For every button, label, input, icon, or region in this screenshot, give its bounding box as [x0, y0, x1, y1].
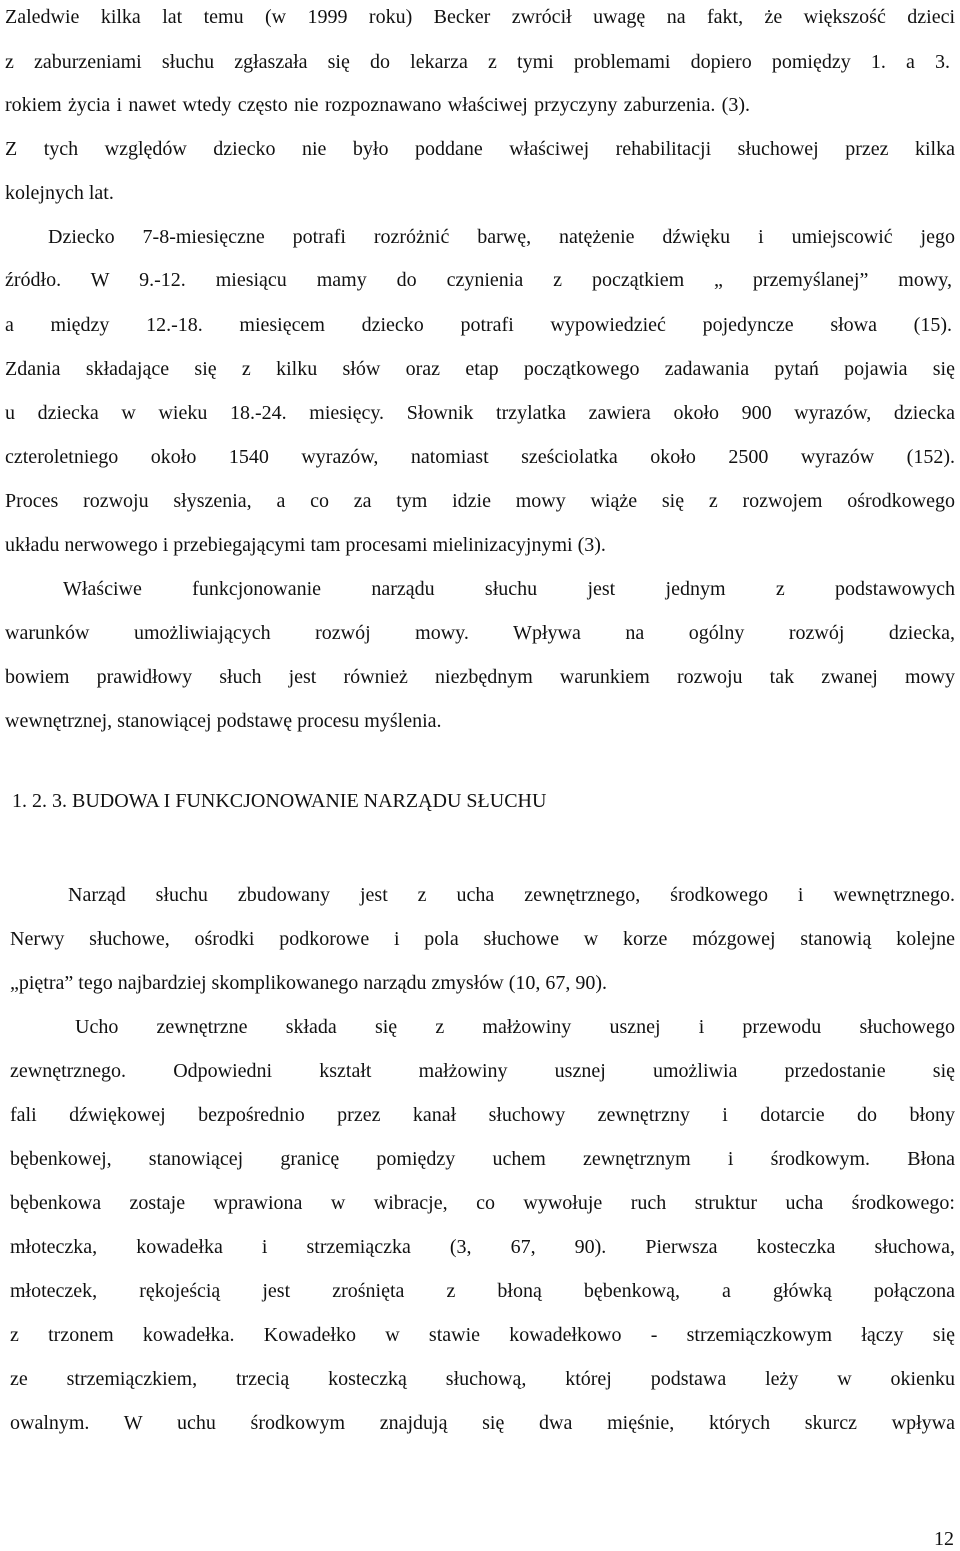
text-line: wewnętrznej, stanowiącej podstawę procesu myślenia.: [5, 710, 442, 732]
text-line: ze strzemiączkiem, trzecią kosteczką słuchową, której podstawa leży w okienku: [10, 1368, 955, 1390]
text-line: młoteczka, kowadełka i strzemiączka (3, 67, 90). Pierwsza kosteczka słuchowa,: [10, 1236, 955, 1258]
text-line: rokiem życia i nawet wtedy często nie rozpoznawano właściwej przyczyny zaburzenia. (3).: [5, 94, 750, 116]
text-line: a między 12.-18. miesięcem dziecko potrafi wypowiedzieć pojedyncze słowa (15).: [5, 314, 952, 336]
text-line: warunków umożliwiających rozwój mowy. Wpływa na ogólny rozwój dziecka,: [5, 622, 955, 644]
text-line: kolejnych lat.: [5, 182, 114, 204]
text-line: Nerwy słuchowe, ośrodki podkorowe i pola słuchowe w korze mózgowej stanowią kolejne: [10, 928, 955, 950]
text-line: „piętra” tego najbardziej skomplikowanego narządu zmysłów (10, 67, 90).: [10, 972, 608, 994]
text-line: Zdania składające się z kilku słów oraz etap początkowego zadawania pytań pojawia się: [5, 358, 955, 380]
text-line: fali dźwiękowej bezpośrednio przez kanał słuchowy zewnętrzny i dotarcie do błony: [10, 1104, 955, 1126]
text-line: u dziecka w wieku 18.-24. miesięcy. Słownik trzylatka zawiera około 900 wyrazów, dziecka: [5, 402, 955, 424]
text-line: młoteczek, rękojeścią jest zrośnięta z błoną bębenkową, a główką połączona: [10, 1280, 955, 1302]
text-line: czteroletniego około 1540 wyrazów, natomiast sześciolatka około 2500 wyrazów (152).: [5, 446, 955, 468]
text-line: z zaburzeniami słuchu zgłaszała się do lekarza z tymi problemami dopiero pomiędzy 1. a 3.: [5, 51, 950, 73]
text-line: Ucho zewnętrzne składa się z małżowiny usznej i przewodu słuchowego: [75, 1016, 955, 1038]
text-line: bowiem prawidłowy słuch jest również niezbędnym warunkiem rozwoju tak zwanej mowy: [5, 666, 955, 688]
text-line: z trzonem kowadełka. Kowadełko w stawie kowadełkowo - strzemiączkowym łączy się: [10, 1324, 955, 1346]
section-heading: 1. 2. 3. BUDOWA I FUNKCJONOWANIE NARZĄDU SŁUCHU: [12, 790, 547, 812]
text-line: Z tych względów dziecko nie było poddane właściwej rehabilitacji słuchowej przez kilka: [5, 138, 955, 160]
text-line: Narząd słuchu zbudowany jest z ucha zewnętrznego, środkowego i wewnętrznego.: [68, 884, 955, 906]
text-line: Właściwe funkcjonowanie narządu słuchu jest jednym z podstawowych: [63, 578, 955, 600]
text-line: Zaledwie kilka lat temu (w 1999 roku) Becker zwrócił uwagę na fakt, że większość dzieci: [5, 6, 955, 28]
text-line: Proces rozwoju słyszenia, a co za tym idzie mowy wiąże się z rozwojem ośrodkowego: [5, 490, 955, 512]
text-line: zewnętrznego. Odpowiedni kształt małżowiny usznej umożliwia przedostanie się: [10, 1060, 955, 1082]
text-line: źródło. W 9.-12. miesiącu mamy do czynienia z początkiem „ przemyślanej” mowy,: [5, 269, 952, 291]
text-line: układu nerwowego i przebiegającymi tam procesami mielinizacyjnymi (3).: [5, 534, 606, 556]
text-line: bębenkowej, stanowiącej granicę pomiędzy uchem zewnętrznym i środkowym. Błona: [10, 1148, 955, 1170]
text-line: owalnym. W uchu środkowym znajdują się dwa mięśnie, których skurcz wpływa: [10, 1412, 955, 1434]
text-line: bębenkowa zostaje wprawiona w wibracje, co wywołuje ruch struktur ucha środkowego:: [10, 1192, 955, 1214]
page-number: 12: [934, 1528, 954, 1550]
text-line: Dziecko 7-8-miesięczne potrafi rozróżnić barwę, natężenie dźwięku i umiejscowić jego: [48, 226, 955, 248]
